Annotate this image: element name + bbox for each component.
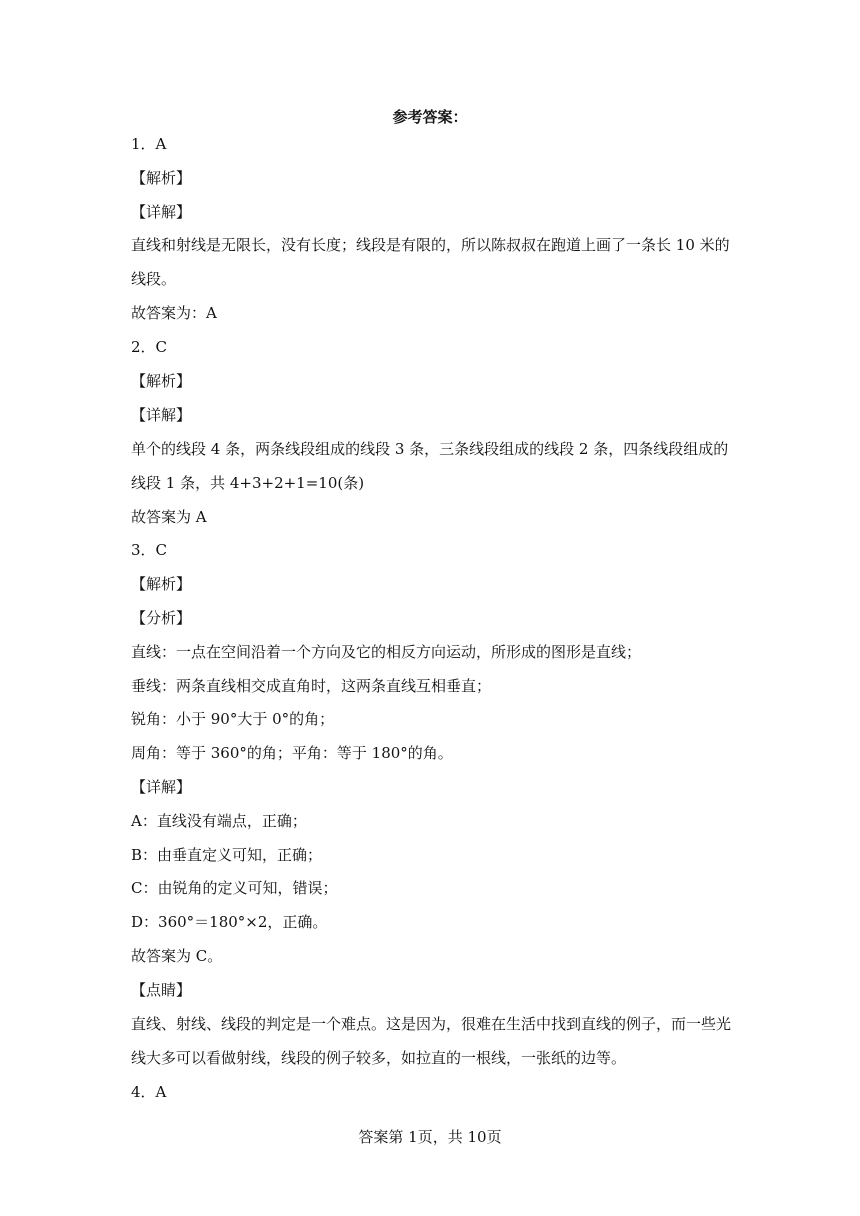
answer-line: C：由锐角的定义可知，错误； [131, 879, 338, 898]
answer-line: 【解析】 [131, 371, 192, 390]
answer-line: B：由垂直定义可知，正确； [131, 845, 323, 864]
answer-body [131, 133, 731, 1114]
answer-line: 4．A [131, 1082, 167, 1101]
answer-line: 直线、射线、线段的判定是一个难点。这是因为，很难在生活中找到直线的例子，而一些光线大多可以看做射线，线段的例子较多，如拉直的一根线，一张纸的边等。 [131, 1014, 732, 1067]
page-title: 参考答案： [392, 108, 468, 126]
answer-line: 直线和射线是无限长，没有长度；线段是有限的，所以陈叔叔在跑道上画了一条长 10 米的线段。 [131, 236, 730, 289]
answer-line: 锐角：小于 90°大于 0°的角； [131, 710, 335, 729]
page-footer: 答案第 1页，共 10页 [358, 1128, 502, 1146]
answer-line: 【解析】 [131, 168, 192, 187]
answer-line: 故答案为 C。 [131, 946, 223, 965]
answer-line: 【解析】 [131, 575, 192, 594]
answer-line: 【详解】 [131, 202, 192, 221]
answer-line: 【分析】 [131, 608, 192, 627]
answer-line: 【详解】 [131, 777, 192, 796]
answer-line: 故答案为 A [131, 507, 207, 526]
answer-line: 【详解】 [131, 405, 192, 424]
answer-line: D：360°＝180°×2，正确。 [131, 913, 328, 932]
answer-line: A：直线没有端点，正确； [131, 811, 307, 830]
answer-line: 周角：等于 360°的角；平角：等于 180°的角。 [131, 744, 453, 763]
answer-line: 故答案为：A [131, 304, 217, 323]
answer-line: 1．A [131, 135, 167, 153]
answer-line: 3．C [131, 541, 168, 560]
answer-line: 直线：一点在空间沿着一个方向及它的相反方向运动，所形成的图形是直线； [131, 642, 642, 661]
answer-line: 【点睛】 [131, 980, 192, 999]
answer-line: 单个的线段 4 条，两条线段组成的线段 3 条，三条线段组成的线段 2 条，四条线段组成的线段 1 条，共 4+3+2+1=10(条) [131, 439, 729, 492]
answer-line: 2．C [131, 338, 168, 357]
answer-line: 垂线：两条直线相交成直角时，这两条直线互相垂直； [131, 676, 492, 695]
